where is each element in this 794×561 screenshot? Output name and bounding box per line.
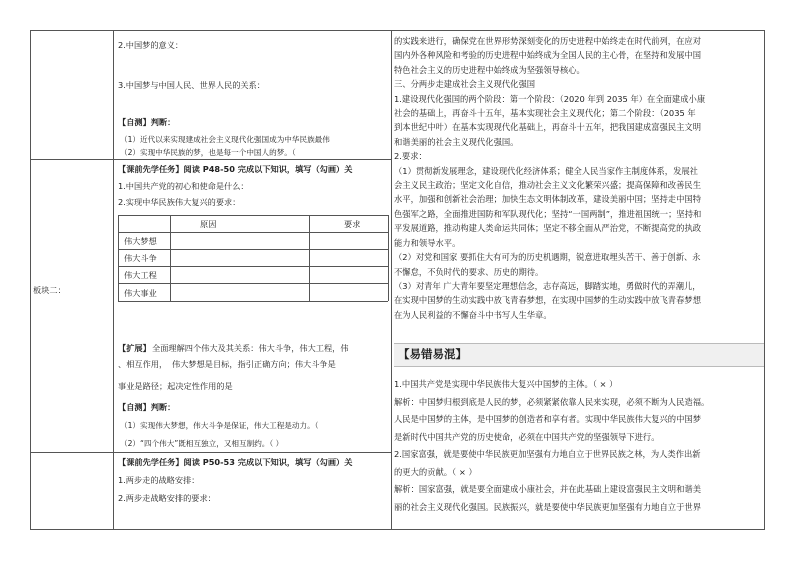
right-paragraph-line: 国内外各种风险和考验的历史进程中始终成为全国人民的主心骨，在坚持和发展中国 bbox=[394, 50, 701, 61]
right-paragraph-line: 水平，加强和创新社会治理；加快生态文明体制改革，建设美丽中国；坚持走中国特 bbox=[394, 194, 701, 205]
block2-extend-label: 【扩展】 bbox=[118, 343, 151, 353]
block3-question-2: 2.两步走战略安排的要求： bbox=[118, 493, 216, 503]
error-prone-analysis-line: 解析：国家富强，就是要全面建成小康社会，并在此基础上建设富强民主文明和谐美 bbox=[394, 484, 701, 494]
right-paragraph-line: 平发展道路，推动构建人类命运共同体；坚定不移全面从严治党，不断提高党的执政 bbox=[394, 223, 701, 234]
block1-question-2: 2.中国梦的意义： bbox=[118, 40, 184, 50]
right-paragraph-line: 社会的基础上，再奋斗十五年，基本实现社会主义现代化；第二个阶段：（2035 年 bbox=[394, 108, 696, 119]
subtable-line bbox=[118, 232, 388, 233]
row-divider-2 bbox=[30, 452, 391, 453]
error-prone-analysis-line: 丽的社会主义现代化强国。民族振兴，就是要使中华民族更加坚强有力地自立于世界 bbox=[394, 501, 701, 512]
right-paragraph-line: 2.要求： bbox=[394, 151, 427, 162]
subtable-header-requirement: 要求 bbox=[344, 219, 361, 229]
right-paragraph-line: 1.建设现代化强国的两个阶段：第一个阶段：（2020 年到 2035 年）在全面建成小康 bbox=[394, 93, 706, 104]
error-prone-title: 【易错易混】 bbox=[398, 347, 467, 361]
right-paragraph-line: 色强军之路，全面推进国防和军队现代化；坚持“一国两制”，推进祖国统一；坚持和 bbox=[394, 208, 702, 219]
subtable-line bbox=[118, 215, 388, 216]
subtable-row-label: 伟大事业 bbox=[124, 288, 157, 298]
subtable-header-reason: 原因 bbox=[200, 219, 217, 229]
right-paragraph-line: 特色社会主义的历史进程中始终成为坚强领导核心。 bbox=[394, 64, 585, 75]
block2-self-test-label: 【自测】判断： bbox=[118, 402, 176, 412]
right-paragraph-line: 会主义民主政治；坚定文化自信，推动社会主义文化繁荣兴盛；提高保障和改善民生 bbox=[394, 180, 701, 191]
error-prone-analysis-line: 人民是中国梦的主体，是中国梦的创造者和享有者。实现中华民族伟大复兴的中国梦 bbox=[394, 414, 701, 424]
right-paragraph-line: （3）对青年 广大青年要坚定理想信念，志存高远，脚踏实地，勇做时代的弄潮儿， bbox=[394, 280, 701, 291]
right-column-text bbox=[394, 34, 764, 322]
block2-question-2: 2.实现中华民族伟大复兴的要求： bbox=[118, 197, 241, 207]
column-divider-middle bbox=[391, 30, 392, 530]
subtable-line bbox=[118, 301, 388, 302]
block2-extend-line-2: 伟大梦想是目标，指引正确方向；伟大斗争是 bbox=[172, 359, 336, 369]
error-prone-content bbox=[394, 376, 764, 516]
block2-extend-line-3: 事业是路径；起决定性作用的是 bbox=[118, 381, 233, 391]
block3-question-1: 1.两步走的战略安排： bbox=[118, 475, 200, 485]
right-paragraph-line: （2）对党和国家 要抓住大有可为的历史机遇期，锐意进取埋头苦干、善于创新、永 bbox=[394, 252, 701, 263]
subtable-row-label: 伟大工程 bbox=[124, 270, 157, 280]
right-paragraph-line: 在为人民利益的不懈奋斗中书写人生华章。 bbox=[394, 309, 552, 320]
subtable-row-label: 伟大斗争 bbox=[124, 253, 157, 263]
right-paragraph-line: 的实践来进行，确保党在世界形势深刻变化的历史进程中始终走在时代前列，在应对 bbox=[394, 36, 701, 46]
error-prone-item-2-cont: 的更大的贡献。（ × ） bbox=[394, 466, 477, 477]
error-prone-analysis-line: 是新时代中国共产党的历史使命，必须在中国共产党的坚强领导下进行。 bbox=[394, 431, 660, 442]
block1-self-test-label: 【自测】判断： bbox=[118, 117, 176, 127]
error-prone-item-1: 1.中国共产党是实现中华民族伟大复兴中国梦的主体。（ × ） bbox=[394, 379, 618, 389]
subtable-line bbox=[309, 215, 310, 301]
block1-item-1: （1）近代以来实现建成社会主义现代化强国成为中华民族最伟 bbox=[120, 135, 330, 144]
subtable-line bbox=[118, 249, 388, 250]
subtable-row-label: 伟大梦想 bbox=[124, 236, 157, 246]
column-divider-left bbox=[113, 30, 114, 530]
block1-item-2: （2）实现中华民族的梦，也是每一个中国人的梦。（ bbox=[120, 148, 296, 157]
subtable-line bbox=[170, 215, 171, 301]
block2-extend-line-1-cont: 、相互作用， bbox=[118, 359, 168, 369]
right-section-heading: 三、分两步走建成社会主义现代化强国 bbox=[394, 79, 536, 90]
block1-question-3: 3.中国梦与中国人民、世界人民的关系： bbox=[118, 80, 265, 90]
subtable-line bbox=[118, 215, 119, 301]
block2-extend-line-1: 全面理解四个伟大及其关系：伟大斗争，伟大工程，伟 bbox=[152, 343, 349, 353]
right-paragraph-line: 到本世纪中叶）在基本实现现代化基础上，再奋斗十五年，把我国建成富强民主文明 bbox=[394, 122, 701, 133]
right-paragraph-line: 在实现中国梦的生动实践中放飞青春梦想，在实现中国梦的生动实践中放飞青春梦想 bbox=[394, 295, 701, 306]
block2-item-1: （1）实现伟大梦想，伟大斗争是保证，伟大工程是动力。（ bbox=[120, 421, 319, 430]
right-paragraph-line: 和谐美丽的社会主义现代化强国。 bbox=[394, 136, 519, 147]
block-label: 板块二： bbox=[33, 285, 66, 295]
block3-task: 【课前先学任务】阅读 P50-53 完成以下知识，填写（勾画）关 bbox=[118, 457, 353, 467]
row-divider-1 bbox=[30, 159, 391, 160]
error-prone-item-2: 2.国家富强，就是要使中华民族更加坚强有力地自立于世界民族之林，为人类作出新 bbox=[394, 449, 701, 459]
subtable-line bbox=[118, 266, 388, 267]
right-paragraph-line: 能力和领导水平。 bbox=[394, 237, 461, 248]
block2-question-1: 1.中国共产党的初心和使命是什么： bbox=[118, 181, 249, 191]
right-paragraph-line: 不懈怠，不负时代的要求、历史的期待。 bbox=[394, 266, 544, 277]
block2-item-2: （2）“四个伟大”既相互独立，又相互制约。（ ） bbox=[120, 439, 284, 448]
error-prone-analysis-line: 解析：中国梦归根到底是人民的梦，必须紧紧依靠人民来实现，必须不断为人民造福。 bbox=[394, 396, 710, 407]
subtable-line bbox=[118, 283, 388, 284]
right-paragraph-line: （1）贯彻新发展理念，建设现代化经济体系；健全人民当家作主制度体系，发展社 bbox=[394, 165, 698, 176]
block2-task: 【课前先学任务】阅读 P48-50 完成以下知识，填写（勾画）关 bbox=[118, 164, 353, 174]
subtable-line bbox=[388, 215, 389, 301]
